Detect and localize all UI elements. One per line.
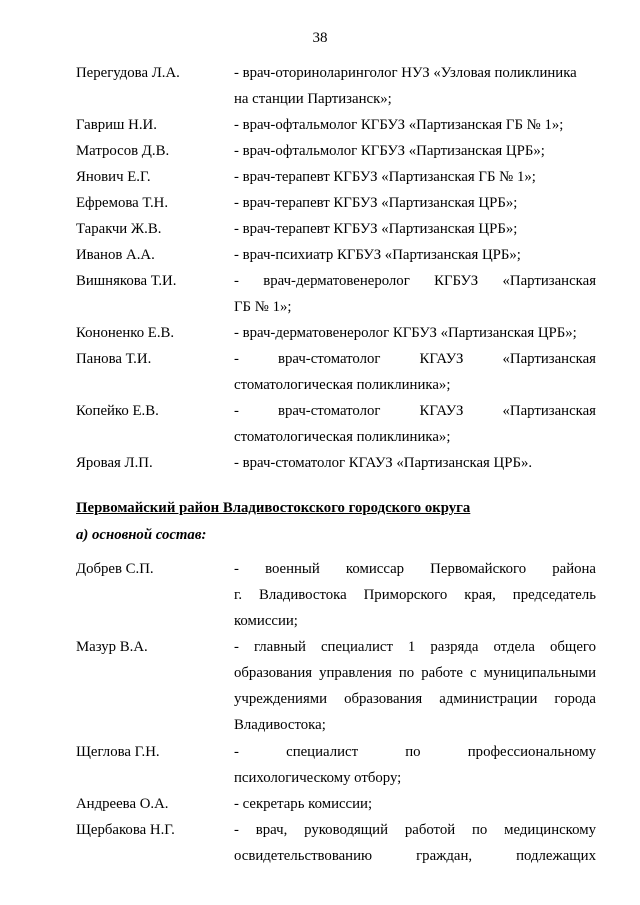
member-role	[234, 112, 596, 138]
role-line: - врач-психиатр КГБУЗ «Партизанская ЦРБ»;	[234, 247, 521, 263]
member-name: Щеглова Г.Н.	[76, 744, 160, 760]
member-name: Таракчи Ж.В.	[76, 221, 162, 237]
member-role	[234, 398, 596, 450]
member-name: Ефремова Т.Н.	[76, 195, 169, 211]
member-name: Гавриш Н.И.	[76, 117, 157, 133]
role-line: стоматологическая поликлиника»;	[234, 429, 451, 445]
member-role	[234, 450, 596, 476]
role-line: - врач-дерматовенеролог КГБУЗ «Партизанская ЦРБ»;	[234, 325, 577, 341]
role-line: г. Владивостока Приморского края, председатель	[234, 587, 596, 603]
member-name: Андреева О.А.	[76, 796, 169, 812]
role-line: освидетельствованию граждан, подлежащих	[234, 848, 596, 864]
member-role	[234, 216, 596, 242]
role-line: психологическому отбору;	[234, 770, 402, 786]
role-line: учреждениями образования администрации города	[234, 691, 596, 707]
member-role	[234, 138, 596, 164]
role-line: - врач-офтальмолог КГБУЗ «Партизанская ЦРБ»;	[234, 143, 545, 159]
member-role	[234, 242, 596, 268]
member-name: Иванов А.А.	[76, 247, 155, 263]
member-name: Янович Е.Г.	[76, 169, 151, 185]
member-role	[234, 268, 596, 320]
role-line: - секретарь комиссии;	[234, 796, 373, 812]
role-line: стоматологическая поликлиника»;	[234, 377, 451, 393]
role-line: - врач-терапевт КГБУЗ «Партизанская ГБ № 1»;	[234, 169, 536, 185]
subsection-title: а) основной состав:	[76, 527, 207, 543]
member-role	[234, 791, 596, 817]
member-name: Кононенко Е.В.	[76, 325, 175, 341]
role-line: - врач-стоматолог КГАУЗ «Партизанская	[234, 403, 596, 419]
role-line: ГБ № 1»;	[234, 299, 292, 315]
role-line: - врач-стоматолог КГАУЗ «Партизанская ЦРБ».	[234, 455, 533, 471]
member-name: Вишнякова Т.И.	[76, 273, 177, 289]
member-role	[234, 320, 596, 346]
member-name: Перегудова Л.А.	[76, 65, 180, 81]
role-line: - специалист по профессиональному	[234, 744, 596, 760]
member-role	[234, 164, 596, 190]
member-name: Матросов Д.В.	[76, 143, 170, 159]
member-name: Щербакова Н.Г.	[76, 822, 175, 838]
member-role	[234, 60, 596, 112]
section-title: Первомайский район Владивостокского городского округа	[76, 500, 471, 516]
role-line: - врач-оториноларинголог НУЗ «Узловая поликлиника	[234, 65, 577, 81]
member-role	[234, 817, 596, 869]
member-name: Яровая Л.П.	[76, 455, 153, 471]
member-role	[234, 556, 596, 634]
role-line: Владивостока;	[234, 717, 326, 733]
role-line: - врач-стоматолог КГАУЗ «Партизанская	[234, 351, 596, 367]
member-role	[234, 739, 596, 791]
member-name: Мазур В.А.	[76, 639, 148, 655]
role-line: - главный специалист 1 разряда отдела общего	[234, 639, 596, 655]
role-line: на станции Партизанск»;	[234, 91, 392, 107]
role-line: - врач, руководящий работой по медицинскому	[234, 822, 596, 838]
role-line: - врач-терапевт КГБУЗ «Партизанская ЦРБ»;	[234, 195, 518, 211]
role-line: - военный комиссар Первомайского района	[234, 561, 596, 577]
role-line: - врач-терапевт КГБУЗ «Партизанская ЦРБ»;	[234, 221, 518, 237]
role-line: образования управления по работе с муниципальными	[234, 665, 596, 681]
member-role	[234, 634, 596, 738]
member-name: Добрев С.П.	[76, 561, 154, 577]
member-role	[234, 346, 596, 398]
role-line: - врач-офтальмолог КГБУЗ «Партизанская ГБ № 1»;	[234, 117, 564, 133]
role-line: комиссии;	[234, 613, 298, 629]
member-name: Копейко Е.В.	[76, 403, 159, 419]
member-role	[234, 190, 596, 216]
role-line: - врач-дерматовенеролог КГБУЗ «Партизанская	[234, 273, 596, 289]
member-name: Панова Т.И.	[76, 351, 152, 367]
page-number: 38	[312, 30, 328, 46]
